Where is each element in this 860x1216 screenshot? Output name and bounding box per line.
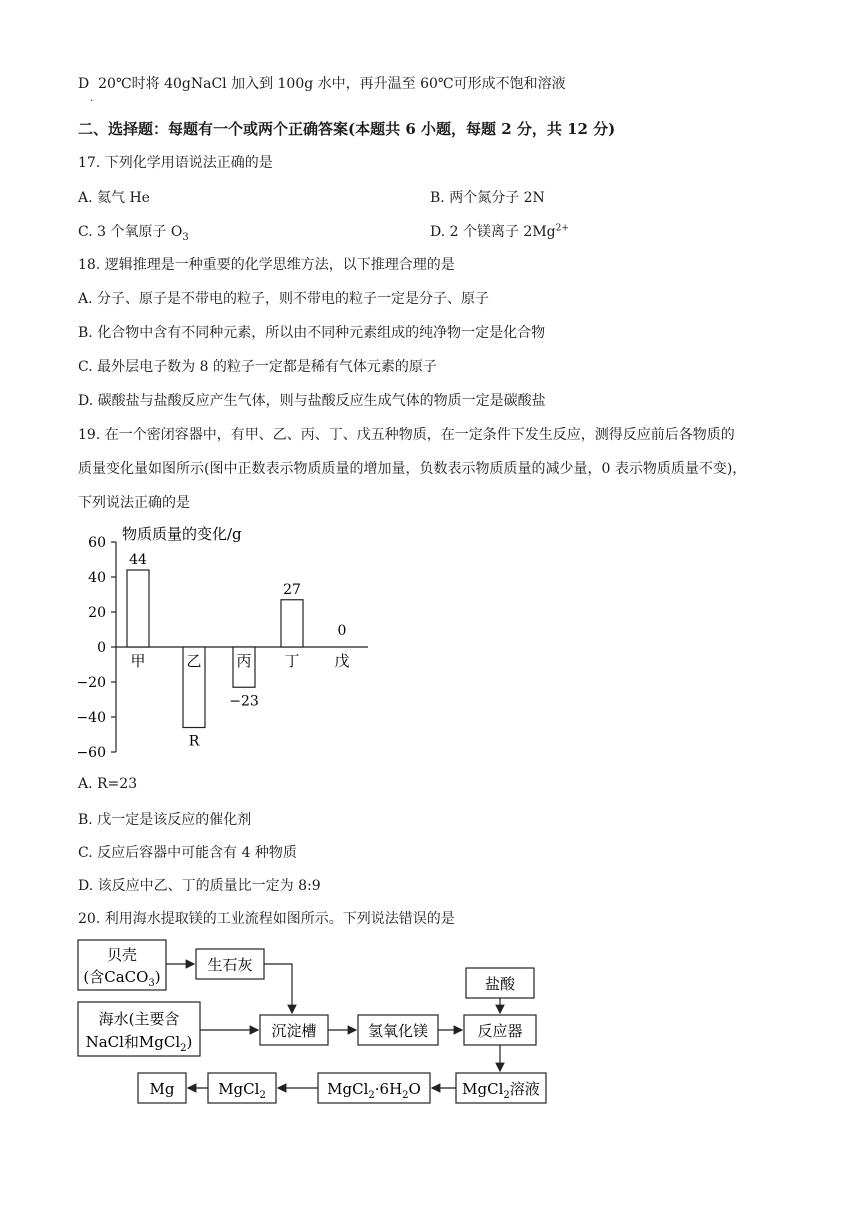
- mass-change-chart: [70, 520, 390, 760]
- q18-option-a: A. 分子、原子是不带电的粒子，则不带电的粒子一定是分子、原子: [78, 291, 490, 307]
- bar-丁: [281, 600, 303, 647]
- shell-label-1: 贝壳: [106, 946, 138, 964]
- q19-option-b: B. 戊一定是该反应的催化剂: [78, 812, 252, 828]
- q17-option-d: D. 2 个镁离子 $2Mg^{2+}$: [430, 223, 569, 240]
- mg-label: Mg: [149, 1080, 175, 1098]
- arrow-quicklime-to-tank: [264, 964, 292, 1013]
- seawater-label-2: NaCl和MgCl$_2$): [85, 1033, 193, 1054]
- y-tick-label: 20: [88, 605, 106, 621]
- q19-option-c: C. 反应后容器中可能含有 4 种物质: [78, 845, 297, 861]
- y-tick-label: −40: [76, 710, 106, 726]
- quicklime-label: 生石灰: [207, 956, 253, 974]
- category-label: 丁: [284, 652, 300, 670]
- chart-title: 物质质量的变化/g: [122, 525, 242, 543]
- q16-option-d: D 20℃时将 40gNaCl 加入到 100g 水中，再升温至 60℃可形成不饱和溶液: [78, 76, 566, 92]
- emphasis-dot: .: [90, 93, 94, 104]
- y-tick-label: 60: [88, 535, 106, 551]
- q18-option-b: B. 化合物中含有不同种元素，所以由不同种元素组成的纯净物一定是化合物: [78, 325, 546, 341]
- y-tick-label: −60: [76, 745, 106, 760]
- q17-option-c: C. 3 个氧原子 $O_3$: [78, 224, 189, 243]
- section-title: 二、选择题：每题有一个或两个正确答案(本题共 6 小题，每题 2 分，共 12 分): [78, 120, 616, 138]
- q20-stem: 20. 利用海水提取镁的工业流程如图所示。下列说法错误的是: [78, 911, 455, 927]
- data-label: 27: [283, 581, 301, 598]
- q19-stem-line2: 质量变化量如图所示(图中正数表示物质质量的增加量，负数表示物质质量的减少量，0 表示物质质量不变)，: [78, 461, 747, 477]
- category-label: 乙: [186, 652, 202, 670]
- y-tick-label: 40: [88, 570, 106, 586]
- q18-stem: 18. 逻辑推理是一种重要的化学思维方法，以下推理合理的是: [78, 257, 455, 273]
- data-label: R: [188, 733, 200, 750]
- hydrate-label: $MgCl_2\cdot 6H_2O$: [327, 1080, 421, 1101]
- reactor-label: 反应器: [477, 1022, 523, 1040]
- mgcl2-solution-label: MgCl$_2$溶液: [462, 1080, 540, 1101]
- q19-stem-line3: 下列说法正确的是: [78, 495, 190, 511]
- q17-stem: 17. 下列化学用语说法正确的是: [78, 155, 273, 171]
- bar-甲: [127, 570, 149, 647]
- flow-diagram: [70, 932, 570, 1112]
- seawater-label-1: 海水(主要含: [98, 1010, 180, 1028]
- q19-stem-line1: 19. 在一个密闭容器中，有甲、乙、丙、丁、戊五种物质，在一定条件下发生反应，测得反应前后各物质的: [78, 427, 735, 443]
- category-label: 甲: [130, 652, 146, 670]
- q19-option-a: A. R=23: [78, 776, 138, 792]
- data-label: 44: [129, 552, 147, 568]
- y-tick-label: −20: [76, 675, 106, 691]
- q18-option-d: D. 碳酸盐与盐酸反应产生气体，则与盐酸反应生成气体的物质一定是碳酸盐: [78, 393, 546, 409]
- q19-option-d: D. 该反应中乙、丁的质量比一定为 8:9: [78, 878, 321, 894]
- category-label: 戊: [334, 652, 350, 670]
- data-label: −23: [229, 693, 259, 710]
- category-label: 丙: [236, 652, 252, 670]
- mgoh-label: 氢氧化镁: [367, 1022, 429, 1040]
- shell-label-2: (含CaCO$_3$): [83, 968, 161, 989]
- mgcl2-label: MgCl$_2$: [218, 1080, 266, 1101]
- data-label: 0: [337, 623, 347, 639]
- acid-label: 盐酸: [484, 975, 516, 993]
- q18-option-c: C. 最外层电子数为 8 的粒子一定都是稀有气体元素的原子: [78, 359, 437, 375]
- q17-option-a: A. 氦气 He: [78, 190, 150, 206]
- y-tick-label: 0: [97, 640, 106, 656]
- q17-option-b: B. 两个氮分子 2N: [430, 190, 545, 206]
- tank-label: 沉淀槽: [271, 1022, 317, 1040]
